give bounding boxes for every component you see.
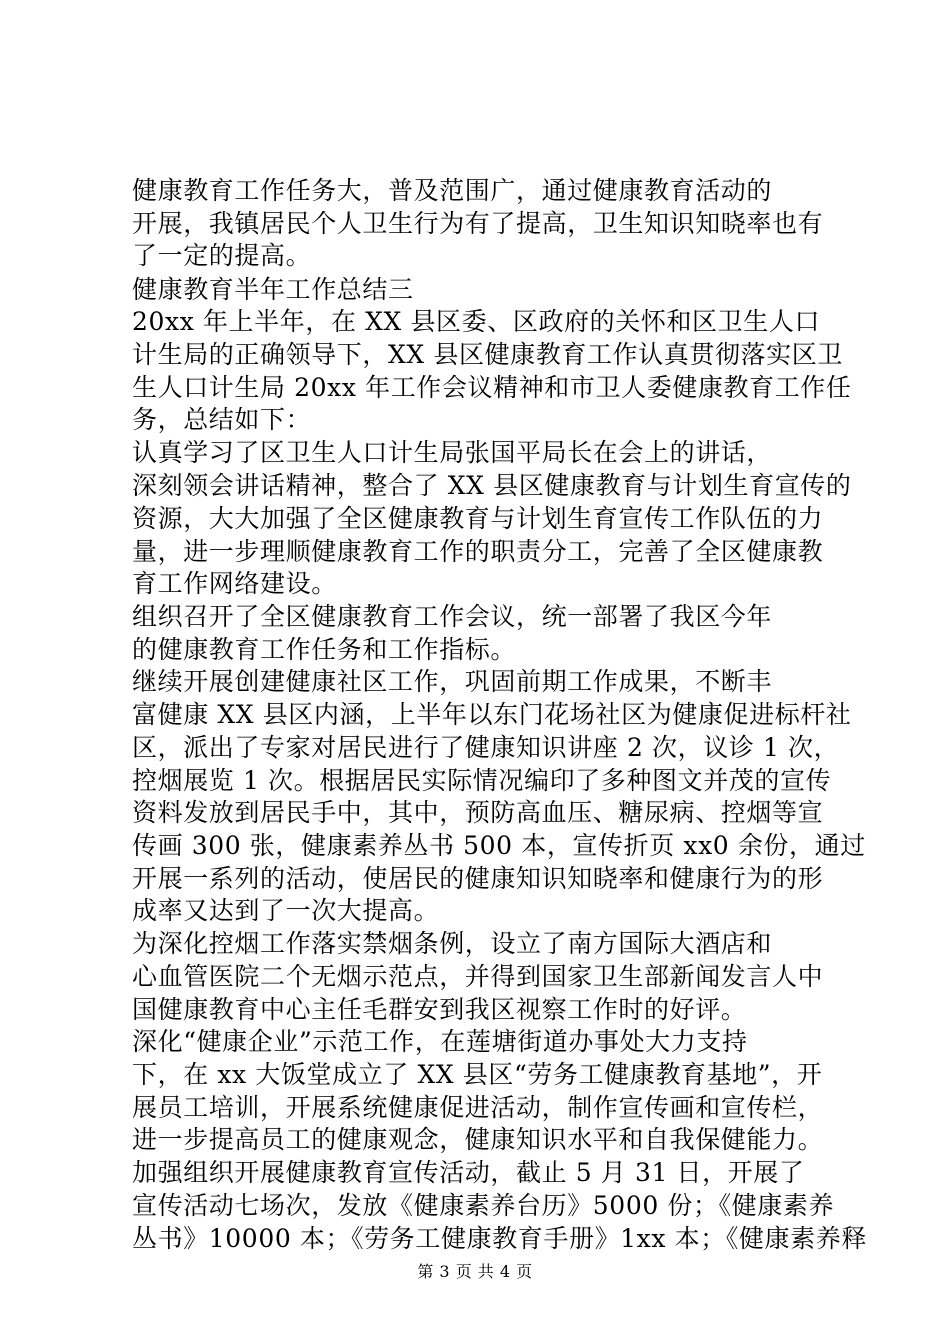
text-line: 健康教育半年工作总结三 bbox=[132, 275, 414, 304]
text-line: 组织召开了全区健康教育工作会议，统一部署了我区今年 bbox=[132, 602, 773, 631]
text-line: 富健康 XX 县区内涵，上半年以东门花场社区为健康促进标杆社 bbox=[132, 700, 852, 729]
text-line: 进一步提高员工的健康观念，健康知识水平和自我保健能力。 bbox=[132, 1125, 824, 1154]
text-line: 心血管医院二个无烟示范点，并得到国家卫生部新闻发言人中 bbox=[132, 962, 824, 991]
text-line: 生人口计生局 20xx 年工作会议精神和市卫人委健康教育工作任 bbox=[132, 373, 852, 402]
text-line: 宣传活动七场次，发放《健康素养台历》5000 份；《健康素养 bbox=[132, 1191, 835, 1220]
text-line: 育工作网络建设。 bbox=[132, 569, 337, 598]
text-line: 传画 300 张，健康素养丛书 500 本，宣传折页 xx0 余份，通过 bbox=[132, 831, 866, 860]
text-line: 认真学习了区卫生人口计生局张国平局长在会上的讲话， bbox=[132, 438, 773, 467]
text-line: 为深化控烟工作落实禁烟条例，设立了南方国际大酒店和 bbox=[132, 929, 773, 958]
text-line: 务，总结如下： bbox=[132, 405, 312, 434]
text-line: 国健康教育中心主任毛群安到我区视察工作时的好评。 bbox=[132, 995, 747, 1024]
text-line: 计生局的正确领导下，XX 县区健康教育工作认真贯彻落实区卫 bbox=[132, 340, 843, 369]
text-line: 了一定的提高。 bbox=[132, 241, 312, 270]
text-line: 资料发放到居民手中，其中，预防高血压、糖尿病、控烟等宣 bbox=[132, 798, 824, 827]
page-number-footer: 第 3 页 共 4 页 bbox=[417, 1262, 533, 1281]
text-line: 展员工培训，开展系统健康促进活动，制作宣传画和宣传栏， bbox=[132, 1093, 824, 1122]
text-line: 区，派出了专家对居民进行了健康知识讲座 2 次，议诊 1 次， bbox=[132, 733, 840, 762]
text-line: 量，进一步理顺健康教育工作的职责分工，完善了全区健康教 bbox=[132, 537, 824, 566]
text-line: 成率又达到了一次大提高。 bbox=[132, 896, 440, 925]
text-line: 深刻领会讲话精神，整合了 XX 县区健康教育与计划生育宣传的 bbox=[132, 471, 852, 500]
text-line: 控烟展览 1 次。根据居民实际情况编印了多种图文并茂的宣传 bbox=[132, 766, 832, 795]
text-line: 开展，我镇居民个人卫生行为有了提高，卫生知识知晓率也有 bbox=[132, 209, 824, 238]
text-line: 20xx 年上半年，在 XX 县区委、区政府的关怀和区卫生人口 bbox=[132, 307, 821, 336]
text-line: 资源，大大加强了全区健康教育与计划生育宣传工作队伍的力 bbox=[132, 504, 824, 533]
text-line: 健康教育工作任务大，普及范围广，通过健康教育活动的 bbox=[132, 176, 773, 205]
text-line: 开展一系列的活动，使居民的健康知识知晓率和健康行为的形 bbox=[132, 864, 824, 893]
text-line: 丛书》10000 本；《劳务工健康教育手册》1xx 本；《健康素养释 bbox=[132, 1224, 867, 1253]
text-line: 下，在 xx 大饭堂成立了 XX 县区“劳务工健康教育基地”，开 bbox=[132, 1060, 823, 1089]
text-line: 继续开展创建健康社区工作，巩固前期工作成果，不断丰 bbox=[132, 667, 773, 696]
text-line: 的健康教育工作任务和工作指标。 bbox=[132, 635, 517, 664]
text-line: 加强组织开展健康教育宣传活动，截止 5 月 31 日，开展了 bbox=[132, 1158, 805, 1187]
text-line: 深化“健康企业”示范工作，在莲塘街道办事处大力支持 bbox=[132, 1027, 748, 1056]
